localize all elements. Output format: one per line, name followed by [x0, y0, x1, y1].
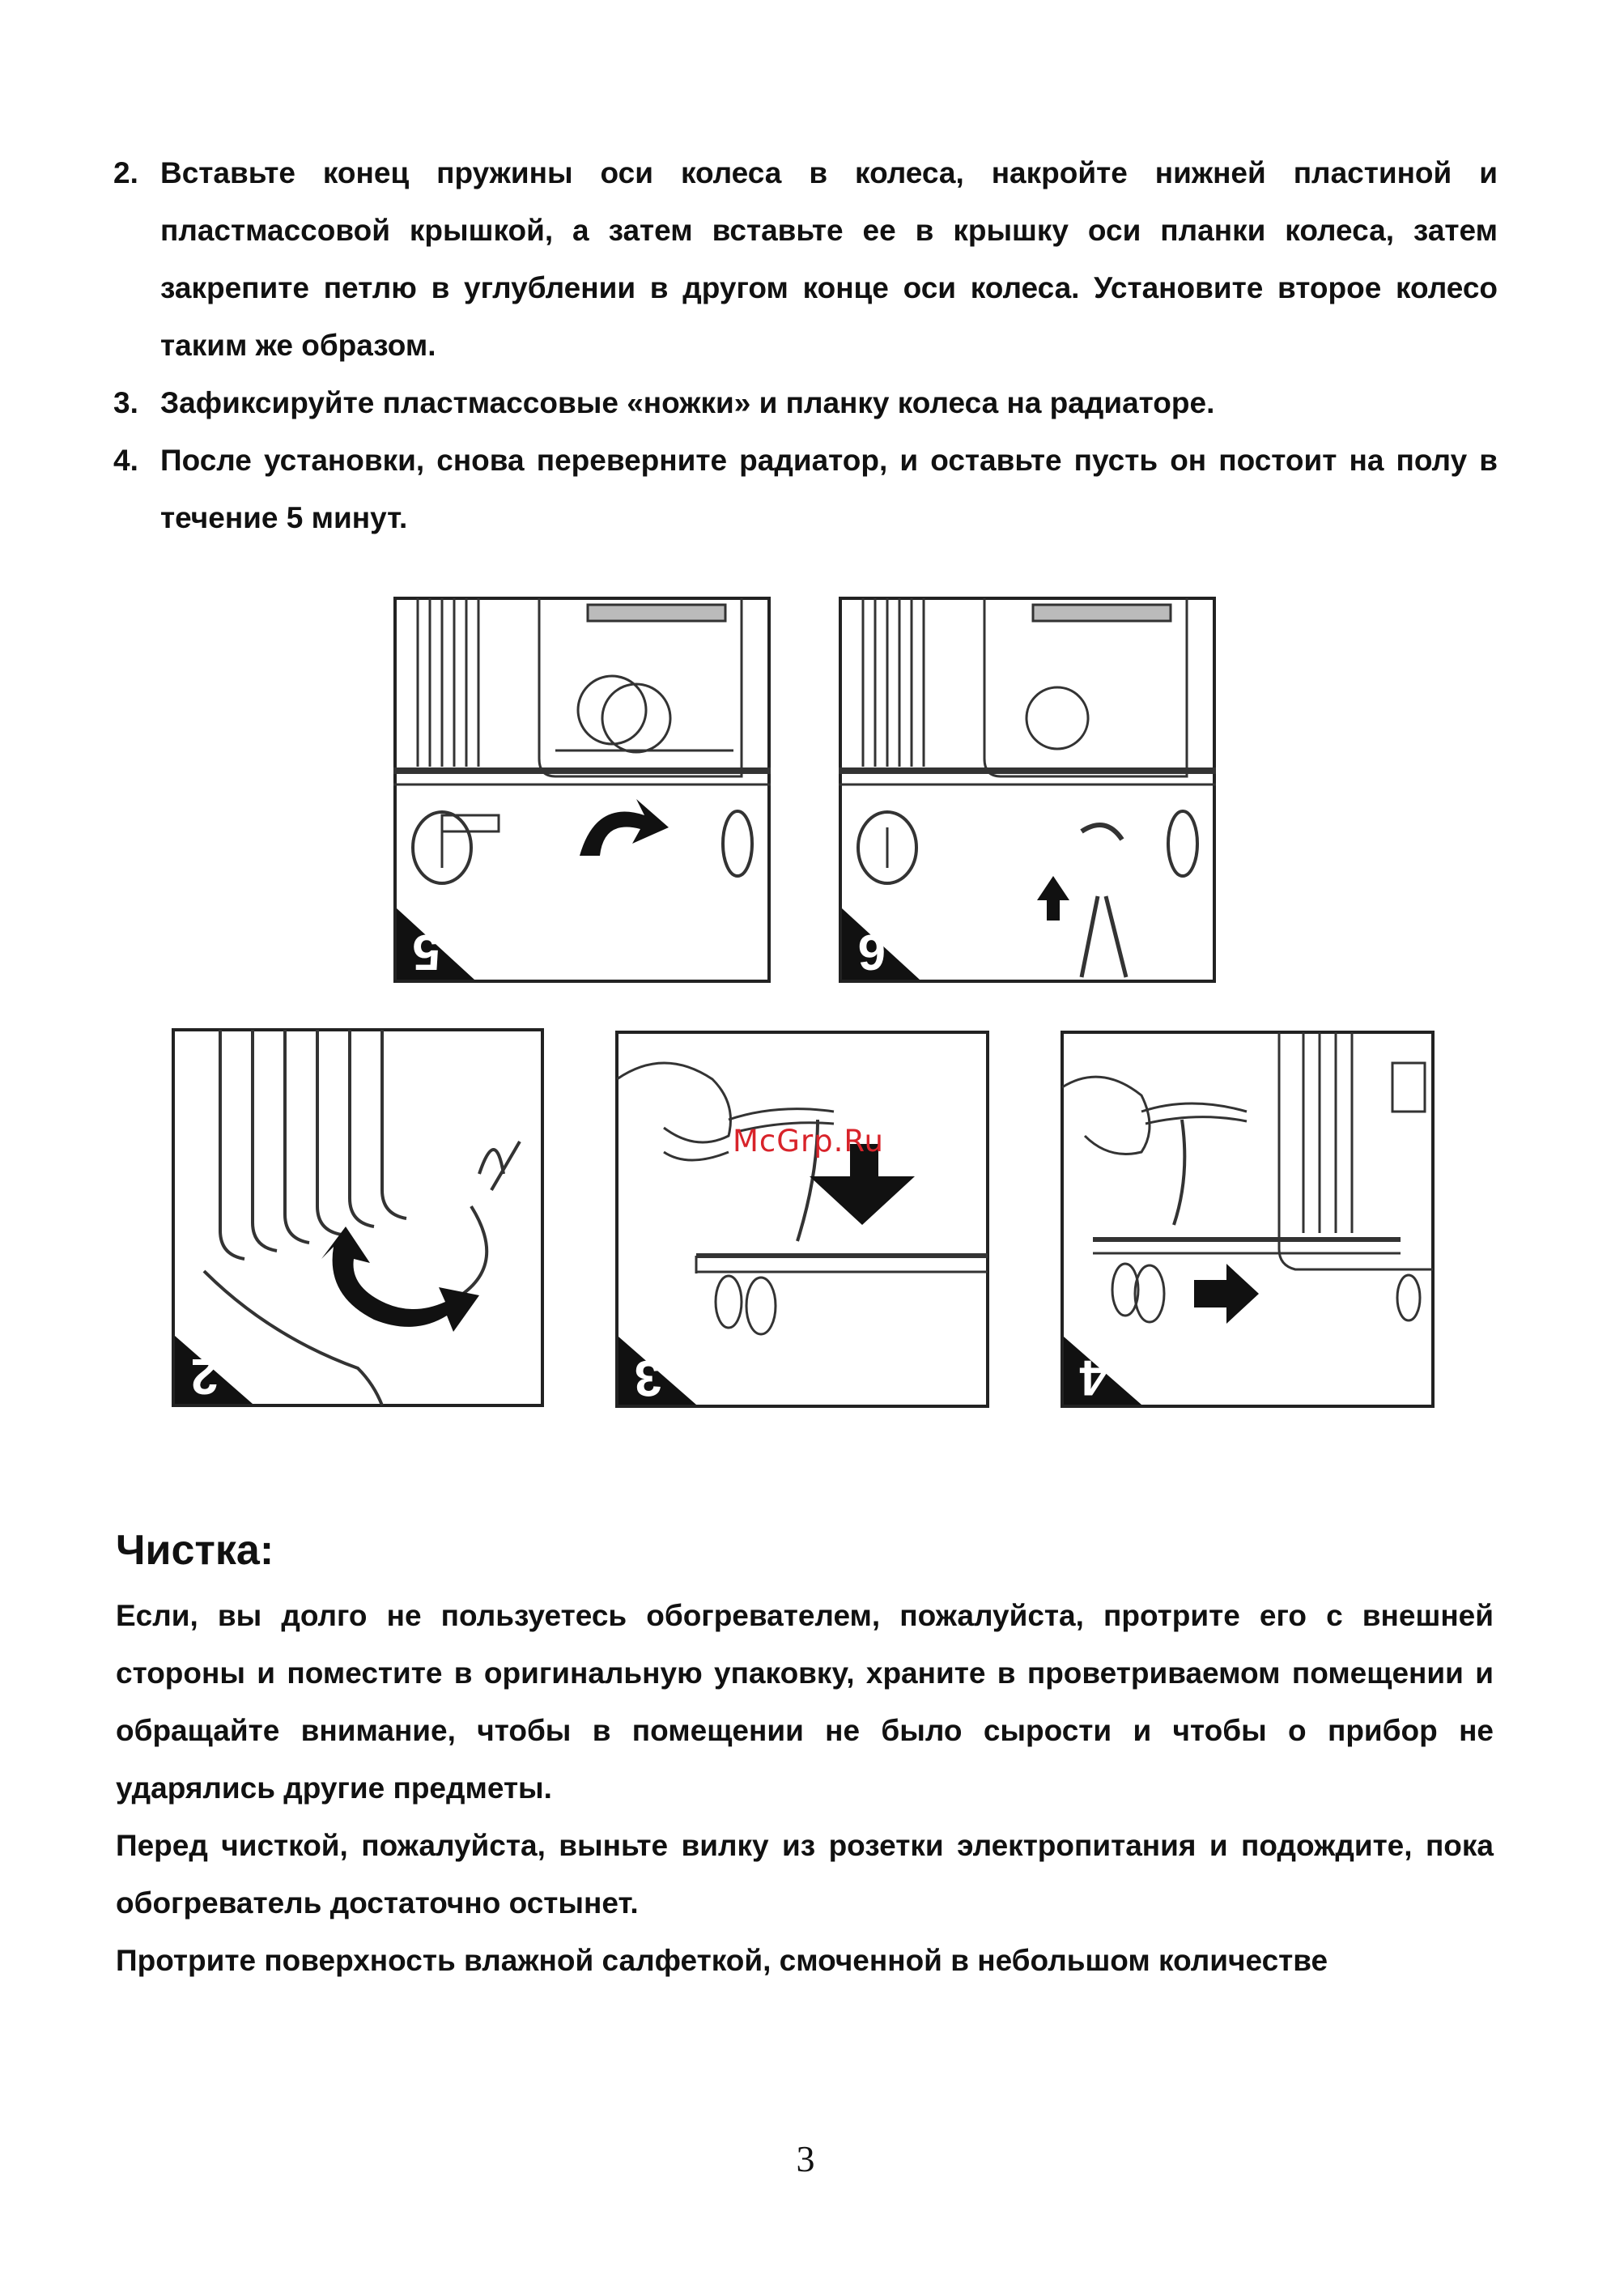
step-item	[113, 432, 1498, 546]
figure-6-illustration	[839, 597, 1216, 983]
figure-4	[1061, 1031, 1435, 1408]
figure-number: 6	[857, 924, 886, 980]
step-text: После установки, снова переверните радиатор, и оставьте пусть он постоит на полу в течение 5 минут.	[160, 444, 1498, 534]
step-text: Зафиксируйте пластмассовые «ножки» и планку колеса на радиаторе.	[160, 386, 1215, 419]
figure-5	[393, 597, 771, 983]
figure-2	[172, 1028, 544, 1407]
figure-5-illustration	[393, 597, 771, 983]
step-text: Вставьте конец пружины оси колеса в колеса, накройте нижней пластиной и пластмассовой крышкой, а затем вставьте ее в крышку оси планки колеса, затем закрепите петлю в углублении в другом конце оси колеса. Установите второе колесо таким же образом.	[160, 156, 1498, 362]
step-number: 4.	[113, 444, 138, 477]
watermark: McGrp.Ru	[733, 1124, 884, 1159]
section-title: Чистка:	[116, 1527, 274, 1574]
step-item	[113, 144, 1498, 374]
step-item	[113, 374, 1498, 432]
figure-number: 3	[634, 1350, 662, 1405]
cleaning-paragraph: Если, вы долго не пользуетесь обогревателем, пожалуйста, протрите его с внешней стороны и поместите в оригинальную упаковку, храните в проветриваемом помещении и обращайте внимание, чтобы в помещении не было сырости и чтобы о прибор не ударялись другие предметы.	[116, 1599, 1494, 1805]
figure-6	[839, 597, 1216, 983]
step-number: 3.	[113, 386, 138, 419]
figure-number: 5	[412, 924, 440, 980]
figure-2-illustration	[172, 1028, 544, 1407]
cleaning-paragraph: Протрите поверхность влажной салфеткой, смоченной в небольшом количестве	[116, 1944, 1328, 1977]
figure-number: 2	[190, 1348, 219, 1404]
figure-number: 4	[1079, 1350, 1107, 1405]
figure-3-illustration	[615, 1031, 989, 1408]
figure-4-illustration	[1061, 1031, 1435, 1408]
cleaning-paragraph: Перед чисткой, пожалуйста, выньте вилку из розетки электропитания и подождите, пока обогреватель достаточно остынет.	[116, 1829, 1494, 1920]
figure-3	[615, 1031, 989, 1408]
page-number: 3	[796, 2138, 815, 2179]
step-number: 2.	[113, 156, 138, 189]
installation-steps	[113, 144, 1498, 546]
